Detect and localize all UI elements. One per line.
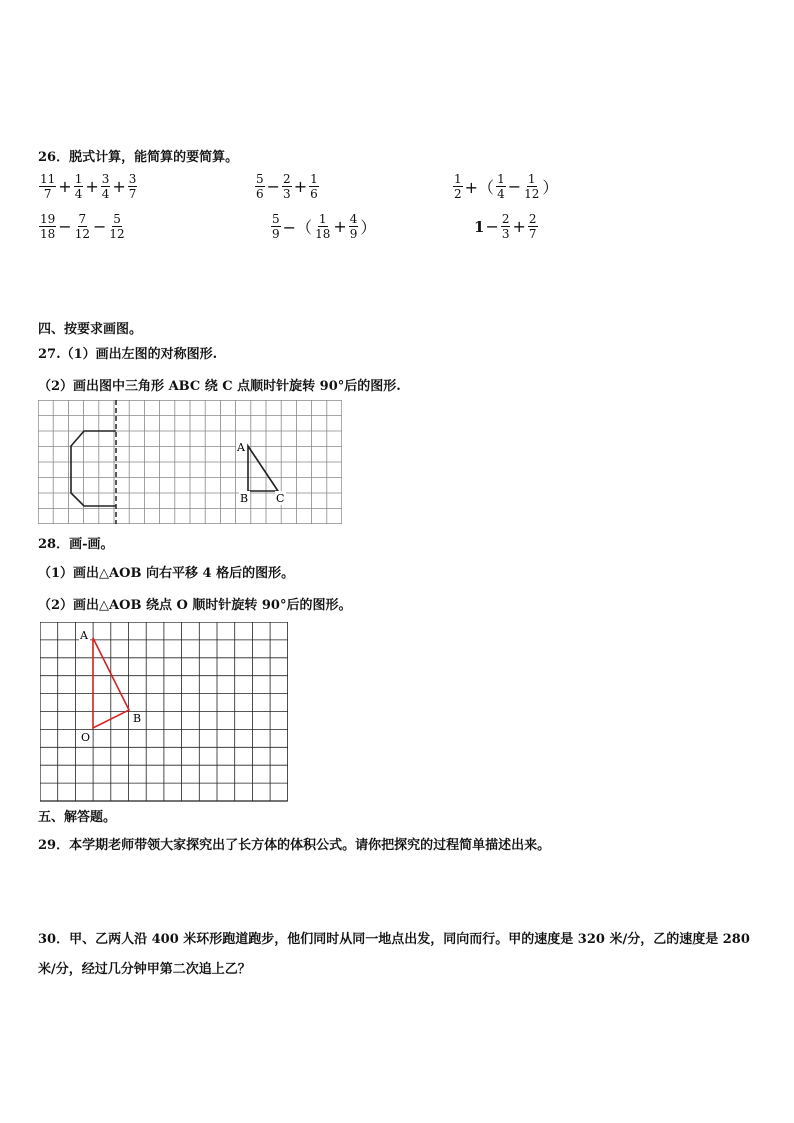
section-4-heading: 四、按要求画图。 <box>38 322 143 337</box>
q27-line-1: 27.（1）画出左图的对称图形. <box>38 347 218 362</box>
q28-title: 28．画-画。 <box>38 537 114 552</box>
label-a: A <box>237 441 245 454</box>
section-5-heading: 五、解答题。 <box>38 810 117 825</box>
label-b: B <box>133 712 142 725</box>
q27-line-2: （2）画出图中三角形 ABC 绕 C 点顺时针旋转 90°后的图形. <box>38 379 401 394</box>
left-shape <box>71 431 116 506</box>
q29-text: 29．本学期老师带领大家探究出了长方体的体积公式。请你把探究的过程简单描述出来。 <box>38 838 551 853</box>
expression-6: 1 − $\frac{2}{3}$ + $\frac{2}{7}$ <box>474 212 537 241</box>
q28-grid-lines <box>40 622 288 801</box>
q28-line-1: （1）画出△AOB 向右平移 4 格后的图形。 <box>38 566 295 581</box>
q26-title: 26．脱式计算，能简算的要简算。 <box>38 150 239 165</box>
label-a: A <box>80 629 88 642</box>
q30-line-2: 米/分，经过几分钟甲第二次追上乙？ <box>38 962 251 977</box>
triangle-abc <box>248 446 278 491</box>
label-b: B <box>240 492 249 505</box>
expression-4: $\frac{19}{18}$ − $\frac{7}{12}$ − $\frac{5}{12}$ <box>40 212 125 241</box>
q30-line-1: 30．甲、乙两人沿 400 米环形跑道跑步，他们同时从同一地点出发，同向而行。甲的速度是 320 米/分，乙的速度是 280 <box>38 932 750 947</box>
expression-2: $\frac{5}{6}$ − $\frac{2}{3}$ + $\frac{1}{6}$ <box>256 172 318 201</box>
expression-3: $\frac{1}{2}$ +（ $\frac{1}{4}$ − $\frac{1}{12}$ ） <box>454 172 559 201</box>
label-o: O <box>81 731 91 744</box>
q28-line-2: （2）画出△AOB 绕点 O 顺时针旋转 90°后的图形。 <box>38 598 352 613</box>
expression-1: $\frac{11}{7}$ + $\frac{1}{4}$ + $\frac{3}{4}$ + $\frac{3}{7}$ <box>40 172 137 201</box>
q28-grid-figure <box>40 622 288 802</box>
label-c: C <box>276 492 285 505</box>
expression-5: $\frac{5}{9}$ −（ $\frac{1}{18}$ + $\frac{4}{9}$ ） <box>272 212 377 241</box>
q27-grid-figure <box>38 400 342 524</box>
